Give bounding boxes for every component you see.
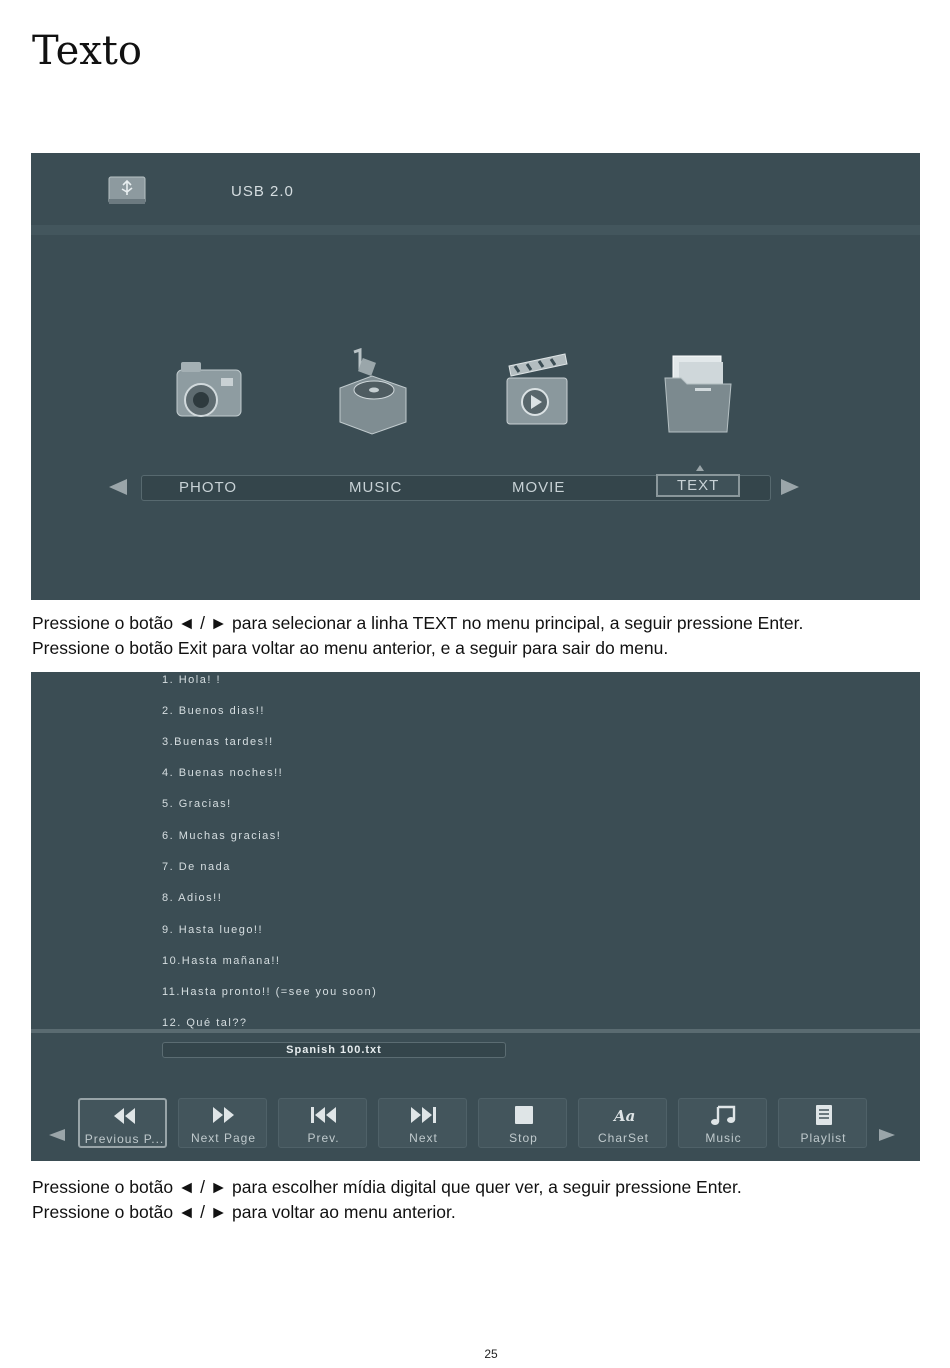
- controls-left-arrow-icon[interactable]: [49, 1129, 65, 1141]
- control-label: Next: [409, 1131, 438, 1145]
- text-line: 7. De nada: [162, 861, 231, 873]
- fast-rewind-icon: [80, 1105, 169, 1127]
- text-line: 3.Buenas tardes!!: [162, 736, 274, 748]
- filename-bar: [162, 1042, 506, 1058]
- instruction-line: Pressione o botão ◄ / ► para escolher mídia digital que quer ver, a seguir pressione Enter.: [32, 1177, 742, 1197]
- stop-button[interactable]: [478, 1098, 567, 1148]
- svg-text:Aa: Aa: [614, 1107, 636, 1125]
- fast-forward-icon: [179, 1104, 268, 1126]
- skip-next-icon: [379, 1104, 468, 1126]
- text-line: 1. Hola! !: [162, 674, 222, 686]
- next-button[interactable]: [378, 1098, 467, 1148]
- playlist-icon: [779, 1104, 868, 1126]
- instructions-main-menu: [32, 611, 803, 661]
- charset-button[interactable]: [578, 1098, 667, 1148]
- controls-right-arrow-icon[interactable]: [879, 1129, 895, 1141]
- menu-item-music[interactable]: MUSIC: [349, 479, 403, 496]
- text-line: 10.Hasta mañana!!: [162, 955, 281, 967]
- skip-previous-icon: [279, 1104, 368, 1126]
- playlist-button[interactable]: [778, 1098, 867, 1148]
- instructions-text-viewer: [32, 1175, 742, 1225]
- previous-page-button[interactable]: [78, 1098, 167, 1148]
- text-line: 9. Hasta luego!!: [162, 924, 264, 936]
- selection-caret-icon: [696, 465, 704, 471]
- header-divider: [31, 225, 920, 235]
- music-player-icon: [334, 348, 410, 438]
- main-menu-screen: [31, 153, 920, 600]
- stop-icon: [479, 1104, 568, 1126]
- control-label: Stop: [509, 1131, 538, 1145]
- menu-item-text[interactable]: TEXT: [656, 474, 740, 497]
- page-number: 25: [484, 1347, 498, 1361]
- next-page-button[interactable]: [178, 1098, 267, 1148]
- text-line: 12. Qué tal??: [162, 1017, 248, 1029]
- control-label: Prev.: [307, 1131, 340, 1145]
- control-label: Previous P...: [84, 1132, 165, 1146]
- page-title: Texto: [32, 28, 142, 74]
- text-line: 4. Buenas noches!!: [162, 767, 284, 779]
- content-divider: [31, 1029, 920, 1033]
- text-line: 8. Adios!!: [162, 892, 223, 904]
- text-line: 5. Gracias!: [162, 798, 232, 810]
- menu-left-arrow-icon[interactable]: [109, 479, 127, 495]
- control-label: CharSet: [597, 1131, 650, 1145]
- text-folder-icon: [661, 348, 737, 438]
- music-button[interactable]: [678, 1098, 767, 1148]
- text-viewer-screen: [31, 672, 920, 1161]
- usb-label: USB 2.0: [231, 183, 294, 200]
- instruction-line: Pressione o botão ◄ / ► para selecionar a linha TEXT no menu principal, a seguir pressione Enter.: [32, 613, 804, 633]
- control-label: Playlist: [800, 1131, 847, 1145]
- text-line: 2. Buenos dias!!: [162, 705, 265, 717]
- filename-label: Spanish 100.txt: [286, 1044, 382, 1056]
- control-label: Next Page: [190, 1131, 257, 1145]
- instruction-line: Pressione o botão ◄ / ► para voltar ao menu anterior.: [32, 1202, 456, 1222]
- camera-icon: [171, 348, 247, 438]
- menu-item-movie[interactable]: MOVIE: [512, 479, 566, 496]
- menu-right-arrow-icon[interactable]: [781, 479, 799, 495]
- text-line: 11.Hasta pronto!! (=see you soon): [162, 986, 378, 998]
- movie-clapper-icon: [501, 348, 577, 438]
- music-note-icon: [679, 1104, 768, 1126]
- prev-button[interactable]: [278, 1098, 367, 1148]
- menu-item-photo[interactable]: PHOTO: [179, 479, 238, 496]
- control-label: Music: [705, 1131, 742, 1145]
- usb-drive-icon: [108, 176, 146, 206]
- charset-icon: [579, 1104, 668, 1126]
- text-line: 6. Muchas gracias!: [162, 830, 282, 842]
- instruction-line: Pressione o botão Exit para voltar ao menu anterior, e a seguir para sair do menu.: [32, 638, 669, 658]
